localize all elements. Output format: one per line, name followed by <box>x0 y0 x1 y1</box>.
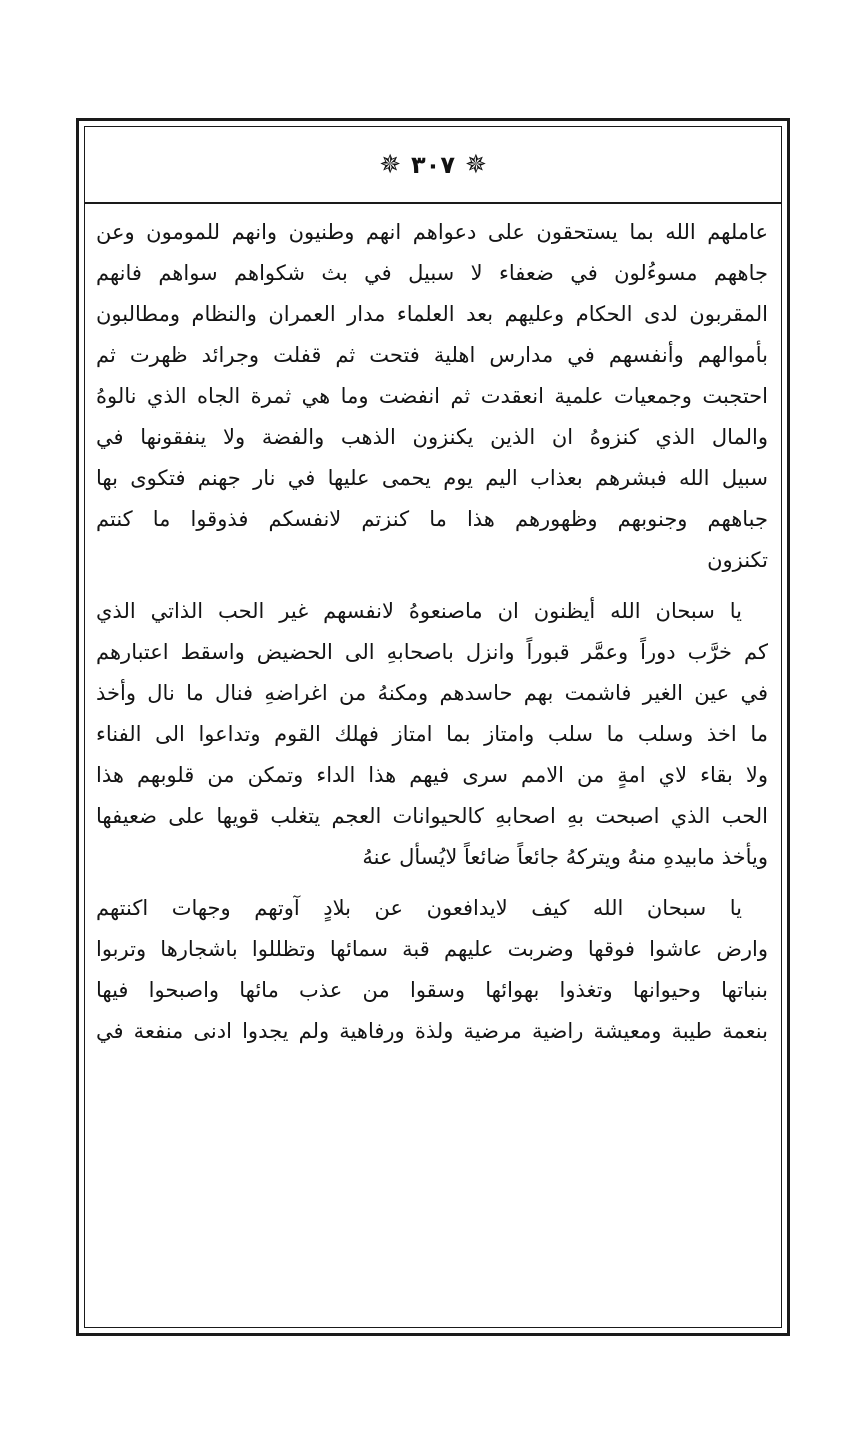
text-line: سبيل الله فبشرهم بعذاب اليم يوم يحمى عليها في نار جهنم فتكوى بها <box>96 466 768 490</box>
ornament-right-icon: ✵ <box>464 150 487 180</box>
text-line: ما اخذ وسلب ما سلب وامتاز بما امتاز فهلك القوم وتداعوا الى الفناء <box>96 722 768 746</box>
paragraph-gap <box>96 581 768 591</box>
text-line: تكنزون <box>707 548 768 572</box>
body-text <box>96 212 768 1052</box>
text-line: المقربون لدى الحكام وعليهم بعد العلماء مدار العمران والنظام ومطالبون <box>96 302 768 326</box>
text-line: ولا بقاء لاي امةٍ من الامم سرى فيهم هذا الداء وتمكن من قلوبهم هذا <box>96 763 768 787</box>
text-line: جاههم مسوءُلون في ضعفاء لا سبيل في بث شكواهم سواهم فانهم <box>96 261 768 285</box>
header-divider <box>84 202 782 204</box>
text-line: عاملهم الله بما يستحقون على دعواهم انهم وطنيون وانهم للمومون وعن <box>96 220 768 244</box>
text-line: في عين الغير فاشمت بهم حاسدهم ومكنهُ من اغراضهِ فنال ما نال وأخذ <box>96 681 768 705</box>
text-line: الحب الذي اصبحت بهِ اصحابهِ كالحيوانات العجم يتغلب قويها على ضعيفها <box>96 804 768 828</box>
text-line: احتجبت وجمعيات علمية انعقدت ثم انفضت وما هي ثمرة الجاه الذي نالوهُ <box>96 384 768 408</box>
ornament-left-icon: ✵ <box>379 150 402 180</box>
text-line: جباههم وجنوبهم وظهورهم هذا ما كنزتم لانفسكم فذوقوا ما كنتم <box>96 507 768 531</box>
text-line: بنعمة طيبة ومعيشة راضية مرضية ولذة ورفاهية ولم يجدوا ادنى منفعة في <box>96 1019 768 1043</box>
paragraph-gap <box>96 878 768 888</box>
text-line: كم خرَّب دوراً وعمَّر قبوراً وانزل باصحابهِ الى الحضيض واسقط اعتبارهم <box>96 640 768 664</box>
text-line: والمال الذي كنزوهُ ان الذين يكنزون الذهب والفضة ولا ينفقونها في <box>96 425 768 449</box>
text-line: بأموالهم وأنفسهم في مدارس اهلية فتحت ثم قفلت وجرائد ظهرت ثم <box>96 343 768 367</box>
page-number: ٣٠٧ <box>411 151 455 179</box>
text-line: ويأخذ مابيدهِ منهُ ويتركهُ جائعاً ضائعاً لايُسأل عنهُ <box>362 845 768 869</box>
text-line: بنباتها وحيوانها وتغذوا بهوائها وسقوا من عذب مائها واصبحوا فيها <box>96 978 768 1002</box>
text-line: يا سبحان الله كيف لايدافعون عن بلادٍ آوتهم وجهات اكنتهم <box>96 896 742 920</box>
text-line: يا سبحان الله أيظنون ان ماصنعوهُ لانفسهم غير الحب الذاتي الذي <box>96 599 742 623</box>
page-header <box>84 140 782 190</box>
text-line: وارض عاشوا فوقها وضربت عليهم قبة سمائها وتظللوا باشجارها وتربوا <box>96 937 768 961</box>
